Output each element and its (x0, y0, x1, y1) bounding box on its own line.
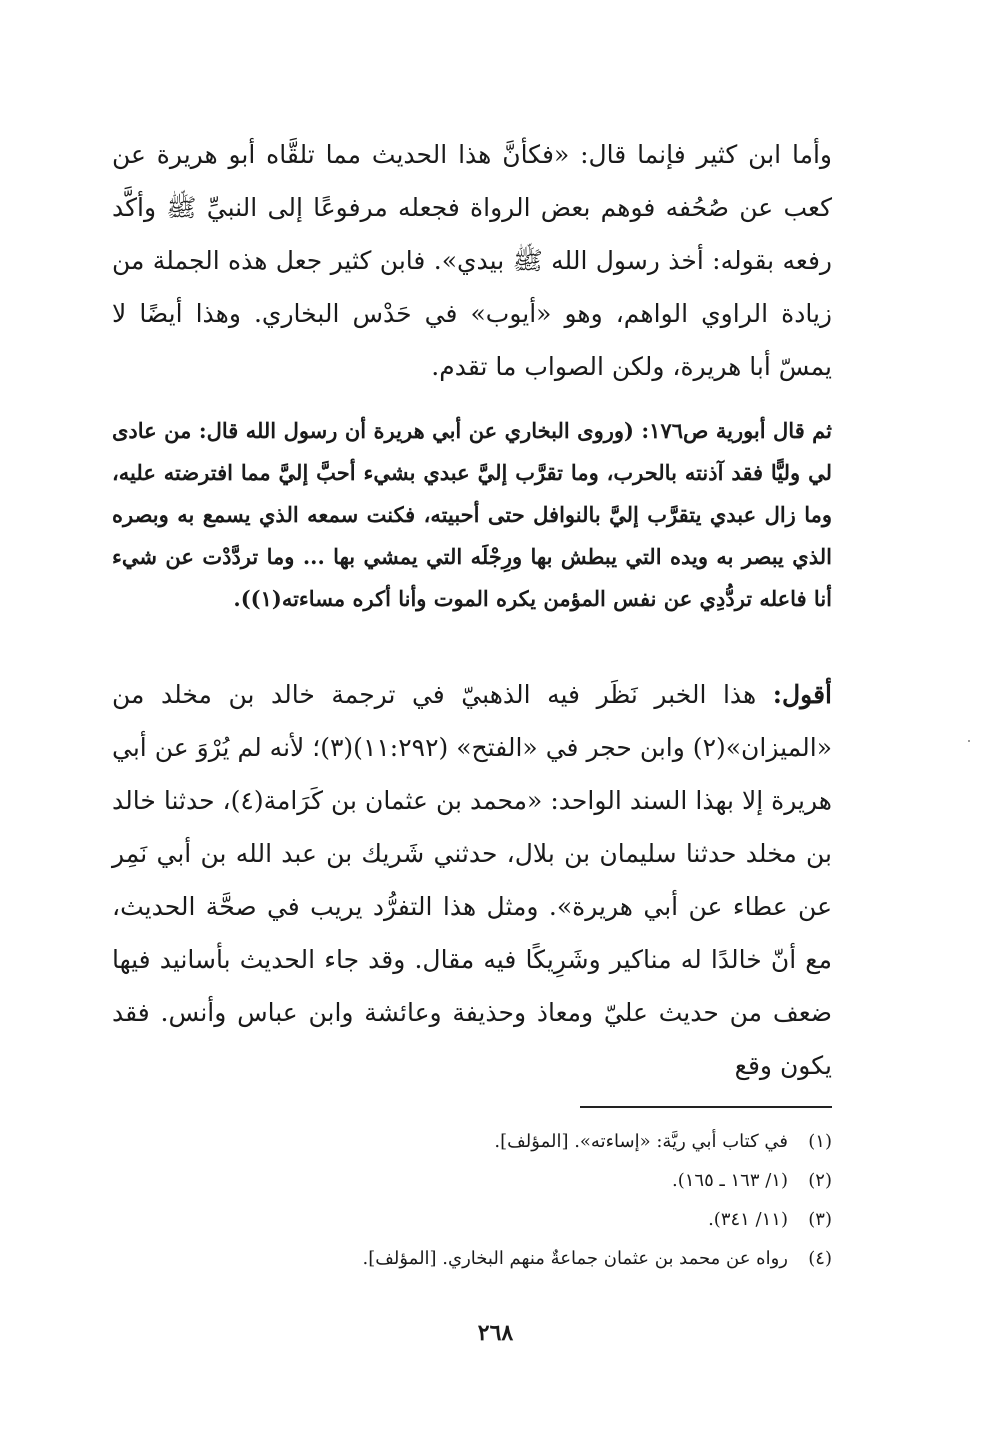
page-number: ٢٦٨ (477, 1320, 514, 1346)
commentary-text: هذا الخبر نَظَر فيه الذهبيّ في ترجمة خالد بن مخلد من «الميزان»(٢) وابن حجر في «الفتح» (١١:٢٩٢)(٣)؛ لأنه لم يُرْوَ عن أبي هريرة إلا بهذا السند الواحد: «محمد بن عثمان بن كَرَامة(٤)، حدثنا خالد بن مخلد حدثنا سليمان بن بلال، حدثني شَريك بن عبد الله بن أبي نَمِر عن عطاء عن أبي هريرة». ومثل هذا التفرُّد يريب في صحَّة الحديث، مع أنّ خالدًا له مناكير وشَرِيكًا فيه مقال. وقد جاء الحديث بأسانيد فيها ضعف من حديث عليّ ومعاذ وحذيفة وعائشة وابن عباس وأنس. فقد يكون وقع (112, 680, 833, 1080)
paragraph-quoted-hadith: ثم قال أبورية ص١٧٦: (وروى البخاري عن أبي هريرة أن رسول الله قال: من عادى لي وليًّا فقد آذنته بالحرب، وما تقرَّب إليَّ عبدي بشيء أحبَّ إليَّ مما افترضته عليه، وما زال عبدي يتقرَّب إليَّ بالنوافل حتى أحبيته، فكنت سمعه الذي يسمع به وبصره الذي يبصر به ويده التي يبطش بها ورِجْلَه التي يمشي بها ... وما تردَّدْت عن شيء أنا فاعله تردُّدِي عن نفس المؤمن يكره الموت وأنا أكره مساءته(١)). (112, 418, 832, 611)
footnote-number: (٤) (808, 1248, 832, 1269)
footnote-text: (١١/ ٣٤١). (708, 1209, 788, 1230)
scan-speck (968, 740, 970, 742)
footnote-number: (٣) (808, 1209, 832, 1230)
paragraph-commentary (112, 668, 832, 1092)
paragraph-ibn-kathir: وأما ابن كثير فإنما قال: «فكأنَّ هذا الحديث مما تلقَّاه أبو هريرة عن كعب عن صُحُفه فوهم بعض الرواة فجعله مرفوعًا إلى النبيِّ ﷺ وأكَّد رفعه بقوله: أخذ رسول الله ﷺ بيدي». فابن كثير جعل هذه الجملة من زيادة الراوي الواهم، وهو «أيوب» في حَدْس البخاري. وهذا أيضًا لا يمسّ أبا هريرة، ولكن الصواب ما تقدم. (112, 140, 832, 381)
footnote-number: (٢) (808, 1170, 832, 1191)
footnote-text: (١/ ١٦٣ ـ ١٦٥). (672, 1170, 788, 1191)
footnote-text: رواه عن محمد بن عثمان جماعةٌ منهم البخاري. [المؤلف]. (362, 1248, 788, 1269)
footnote-text: في كتاب أبي ريَّة: «إساءته». [المؤلف]. (494, 1131, 788, 1152)
footnote-item (112, 1200, 832, 1239)
footnote-item (112, 1239, 832, 1278)
footnote-item (112, 1122, 832, 1161)
footnote-number: (١) (808, 1131, 832, 1152)
footnote-item (112, 1161, 832, 1200)
commentary-lead-word: أقول: (772, 680, 832, 709)
footnotes-list (112, 1122, 832, 1278)
footnote-separator (580, 1106, 832, 1108)
